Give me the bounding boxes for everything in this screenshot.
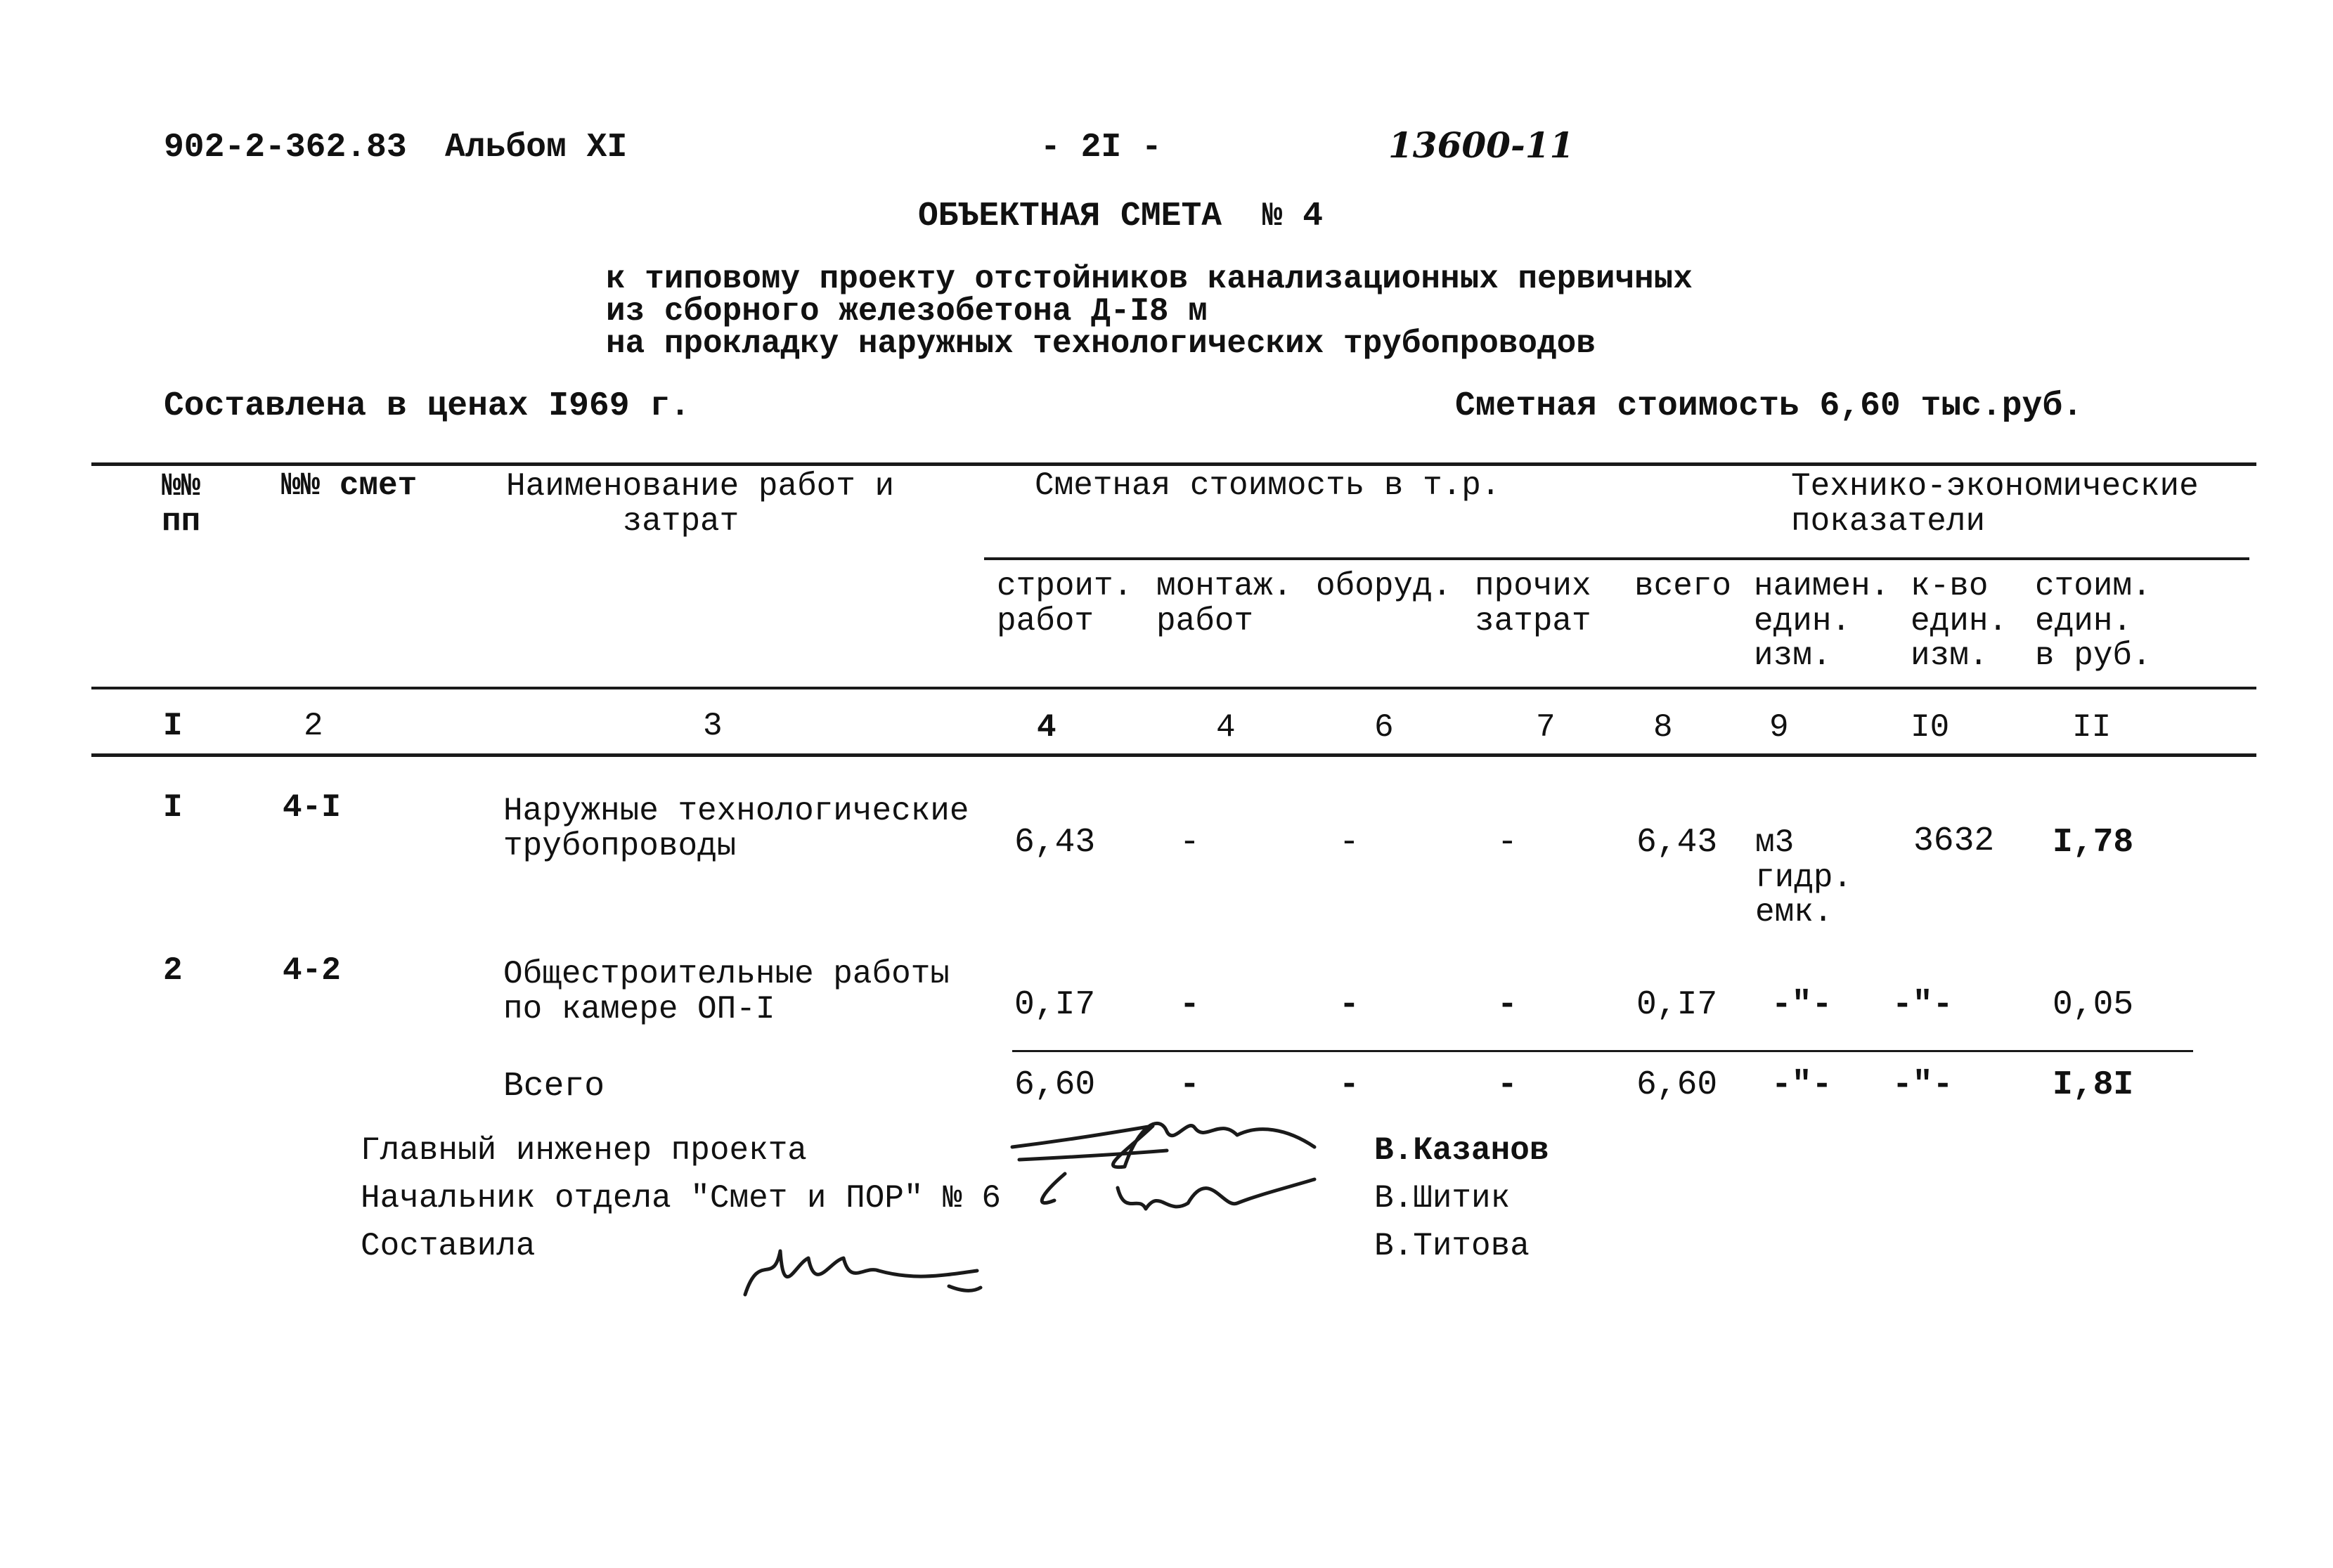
signature-role-compiler: Составила [361, 1228, 536, 1264]
header-group-rule [984, 557, 2249, 560]
row-1-no: I [163, 789, 183, 826]
total-installation: - [1180, 1066, 1200, 1104]
subtitle-line-1: к типовому проекту отстойников канализационных первичных [606, 261, 1693, 297]
total-unit-qty: -"- [1892, 1066, 1953, 1104]
row-1-installation: - [1180, 824, 1200, 862]
header-total: всего [1634, 568, 1732, 604]
row-2-installation: - [1180, 986, 1200, 1024]
row-1-unit-cost: I,78 [2053, 824, 2134, 862]
subtitle-line-2: из сборного железобетона Д-I8 м [606, 293, 1208, 330]
signature-name-compiler: В.Титова [1374, 1228, 1530, 1264]
header-equipment: оборуд. [1316, 568, 1452, 604]
total-construction: 6,60 [1014, 1066, 1096, 1104]
total-equipment: - [1339, 1066, 1359, 1104]
column-number: I0 [1911, 709, 1950, 746]
column-number: I [163, 708, 183, 744]
album-label: Альбом XI [445, 129, 628, 167]
row-2-unit-name: -"- [1771, 986, 1833, 1024]
estimated-cost: Сметная стоимость 6,60 тыс.руб. [1455, 387, 2083, 425]
table-top-rule [91, 462, 2256, 466]
row-1-total: 6,43 [1636, 824, 1718, 862]
page-number: - 2I - [1040, 129, 1162, 167]
header-estimate-no: №№ смет [281, 467, 418, 504]
header-cost-group: Сметная стоимость в т.р. [1035, 467, 1501, 504]
row-2-unit-qty: -"- [1892, 986, 1953, 1024]
row-2-name: Общестроительные работы по камере ОП-I [503, 956, 950, 1028]
signature-scribble-2 [1042, 1174, 1314, 1209]
row-1-equipment: - [1339, 824, 1359, 862]
handwritten-number: 13600-11 [1388, 124, 1575, 166]
column-number: 9 [1769, 709, 1789, 746]
column-number: 8 [1653, 709, 1673, 746]
signature-name-department-head: В.Шитик [1374, 1180, 1511, 1217]
column-number: II [2072, 709, 2112, 746]
header-construction: строит. работ [997, 568, 1133, 640]
header-indicators-group: Технико-экономические показатели [1791, 468, 2199, 540]
column-numbers-rule [91, 753, 2256, 757]
row-2-total: 0,I7 [1636, 986, 1718, 1024]
row-1-other: - [1497, 824, 1518, 862]
row-1-unit-name: м3 гидр. емк. [1755, 824, 1853, 931]
column-number: 4 [1216, 709, 1236, 746]
header-row-no: №№ пп [162, 468, 201, 540]
header-other: прочих затрат [1475, 568, 1591, 640]
row-2-estimate: 4-2 [283, 952, 341, 989]
column-number: 2 [304, 708, 323, 744]
row-2-no: 2 [163, 952, 183, 989]
document-code: 902-2-362.83 [164, 129, 407, 167]
total-other: - [1497, 1066, 1518, 1104]
total-unit-cost: I,8I [2053, 1066, 2134, 1104]
header-unit-cost: стоим. един. в руб. [2035, 568, 2152, 675]
row-2-other: - [1497, 986, 1518, 1024]
column-number: 7 [1536, 709, 1556, 746]
signature-role-chief-engineer: Главный инженер проекта [361, 1132, 807, 1169]
total-rule [1012, 1050, 2193, 1052]
prices-basis: Составлена в ценах I969 г. [164, 387, 690, 425]
total-total: 6,60 [1636, 1066, 1718, 1104]
row-1-estimate: 4-I [283, 789, 341, 826]
header-installation: монтаж. работ [1156, 568, 1293, 640]
signature-role-department-head: Начальник отдела "Смет и ПОР" № 6 [361, 1180, 1001, 1217]
header-bottom-rule [91, 687, 2256, 689]
row-2-equipment: - [1339, 986, 1359, 1024]
header-name: Наименование работ и затрат [506, 468, 895, 540]
signature-scribble-1 [1012, 1123, 1314, 1167]
row-2-construction: 0,I7 [1014, 986, 1096, 1024]
column-number: 6 [1374, 709, 1394, 746]
column-number: 3 [703, 708, 723, 744]
header-unit-name: наимен. един. изм. [1754, 568, 1890, 675]
row-1-name: Наружные технологические трубопроводы [503, 793, 969, 864]
column-number: 4 [1037, 709, 1056, 746]
total-label: Всего [503, 1068, 605, 1106]
subtitle-line-3: на прокладку наружных технологических трубопроводов [606, 325, 1596, 362]
signature-scribble-1-underline [1019, 1151, 1167, 1160]
signature-scribble-3 [745, 1251, 981, 1295]
document-title: ОБЪЕКТНАЯ СМЕТА № 4 [918, 197, 1324, 235]
row-1-construction: 6,43 [1014, 824, 1096, 862]
total-unit-name: -"- [1771, 1066, 1833, 1104]
row-2-unit-cost: 0,05 [2053, 986, 2134, 1024]
row-1-unit-qty: 3632 [1913, 822, 1995, 860]
header-unit-qty: к-во един. изм. [1911, 568, 2008, 675]
signature-name-chief-engineer: В.Казанов [1374, 1132, 1549, 1169]
